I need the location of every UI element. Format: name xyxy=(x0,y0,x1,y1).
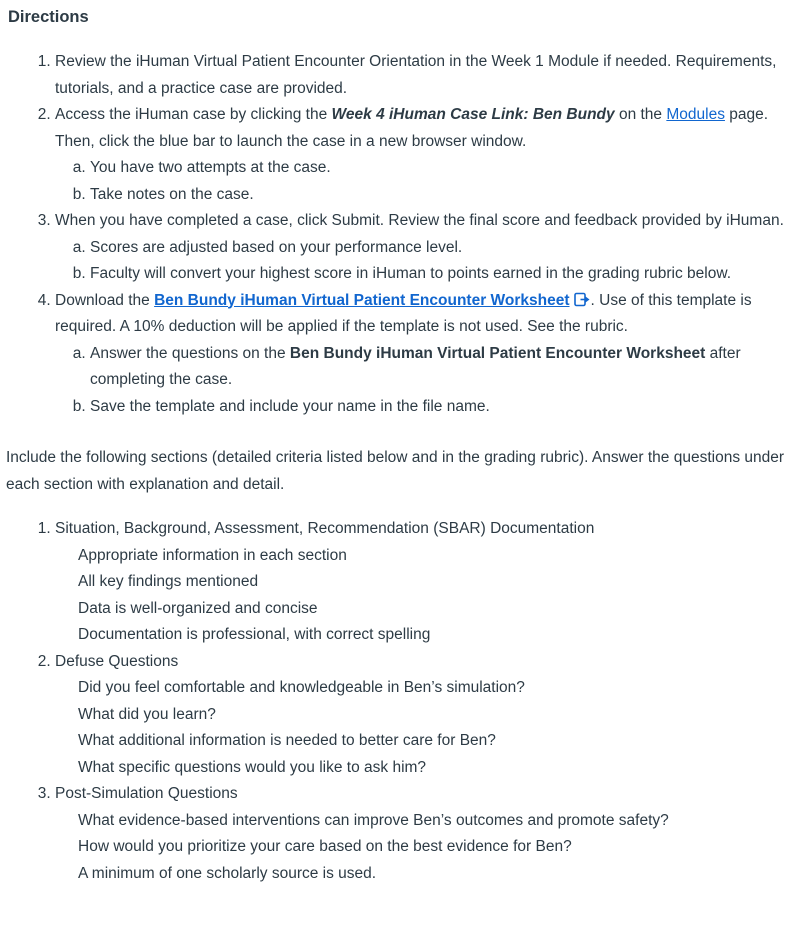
direction-item-4-pre: Download the xyxy=(55,291,155,309)
direction-item-3 xyxy=(55,208,799,288)
section-post-simulation-title: Post-Simulation Questions xyxy=(55,785,238,802)
criteria-line: All key findings mentioned xyxy=(78,573,259,590)
criteria-line: How would you prioritize your care based on the best evidence for Ben? xyxy=(78,838,572,855)
direction-item-2b-text: Take notes on the case. xyxy=(90,185,254,203)
file-preview-icon xyxy=(574,290,591,305)
direction-item-4b xyxy=(90,394,799,421)
criteria-line: Data is well-organized and concise xyxy=(78,599,318,617)
direction-item-1 xyxy=(55,49,799,102)
direction-item-2a-text: You have two attempts at the case. xyxy=(90,159,331,176)
directions-list xyxy=(6,49,799,420)
direction-item-3b xyxy=(90,261,799,288)
direction-item-1-text: Review the iHuman Virtual Patient Encounter Orientation in the Week 1 Module if needed. Requirements, tutorials, and a practice case are provided. xyxy=(55,53,777,97)
sections-list xyxy=(6,516,799,887)
criteria-line: A minimum of one scholarly source is used. xyxy=(78,864,377,882)
criteria-line: What specific questions would you like to ask him? xyxy=(78,758,427,776)
criteria-line: Did you feel comfortable and knowledgeable in Ben’s simulation? xyxy=(78,679,525,696)
direction-item-2 xyxy=(55,102,799,208)
direction-item-4-sublist xyxy=(55,341,799,421)
worksheet-link[interactable]: Ben Bundy iHuman Virtual Patient Encounter Worksheet xyxy=(154,291,570,309)
modules-link[interactable]: Modules xyxy=(666,106,725,123)
week4-case-link-title: Week 4 iHuman Case Link: Ben Bundy xyxy=(331,106,615,123)
direction-item-4a xyxy=(90,341,799,394)
direction-item-3a xyxy=(90,235,799,262)
section-item-post-simulation xyxy=(55,781,799,887)
direction-item-3-text: When you have completed a case, click Submit. Review the final score and feedback provided by iHuman. xyxy=(55,212,784,229)
direction-item-2-post: page. Then, click the blue bar to launch the case in a new browser window. xyxy=(55,106,769,150)
intro-paragraph: Include the following sections (detailed criteria listed below and in the grading rubric). Answer the questions under each section with explanation and detail. xyxy=(6,449,785,493)
section-item-sbar xyxy=(55,516,799,649)
direction-item-3a-text: Scores are adjusted based on your performance level. xyxy=(90,238,463,256)
section-sbar-title: Situation, Background, Assessment, Recommendation (SBAR) Documentation xyxy=(55,520,595,537)
criteria-line: What additional information is needed to better care for Ben? xyxy=(78,732,496,749)
direction-item-2-sublist xyxy=(55,155,799,208)
direction-item-2b xyxy=(90,182,799,209)
direction-item-2a xyxy=(90,155,799,182)
direction-item-4-post: . Use of this template is required. A 10% deduction will be applied if the template is not used. See the rubric. xyxy=(55,291,752,335)
section-defuse-title: Defuse Questions xyxy=(55,652,179,670)
criteria-line: Appropriate information in each section xyxy=(78,546,347,564)
criteria-line: What evidence-based interventions can improve Ben’s outcomes and promote safety? xyxy=(78,811,669,829)
direction-item-2-pre: Access the iHuman case by clicking the xyxy=(55,106,332,123)
page-title: Directions xyxy=(8,8,89,26)
direction-item-4b-text: Save the template and include your name in the file name. xyxy=(90,397,490,415)
section-item-defuse xyxy=(55,649,799,782)
criteria-line: What did you learn? xyxy=(78,705,216,723)
direction-item-3-sublist xyxy=(55,235,799,288)
direction-item-4a-post: after completing the case. xyxy=(90,344,741,388)
direction-item-3b-text: Faculty will convert your highest score in iHuman to points earned in the grading rubric below. xyxy=(90,265,731,282)
direction-item-2-mid: on the xyxy=(614,106,667,123)
worksheet-name-bold: Ben Bundy iHuman Virtual Patient Encounter Worksheet xyxy=(289,344,706,362)
direction-item-4 xyxy=(55,288,799,421)
criteria-line: Documentation is professional, with correct spelling xyxy=(78,626,431,643)
direction-item-4a-pre: Answer the questions on the xyxy=(90,344,290,362)
